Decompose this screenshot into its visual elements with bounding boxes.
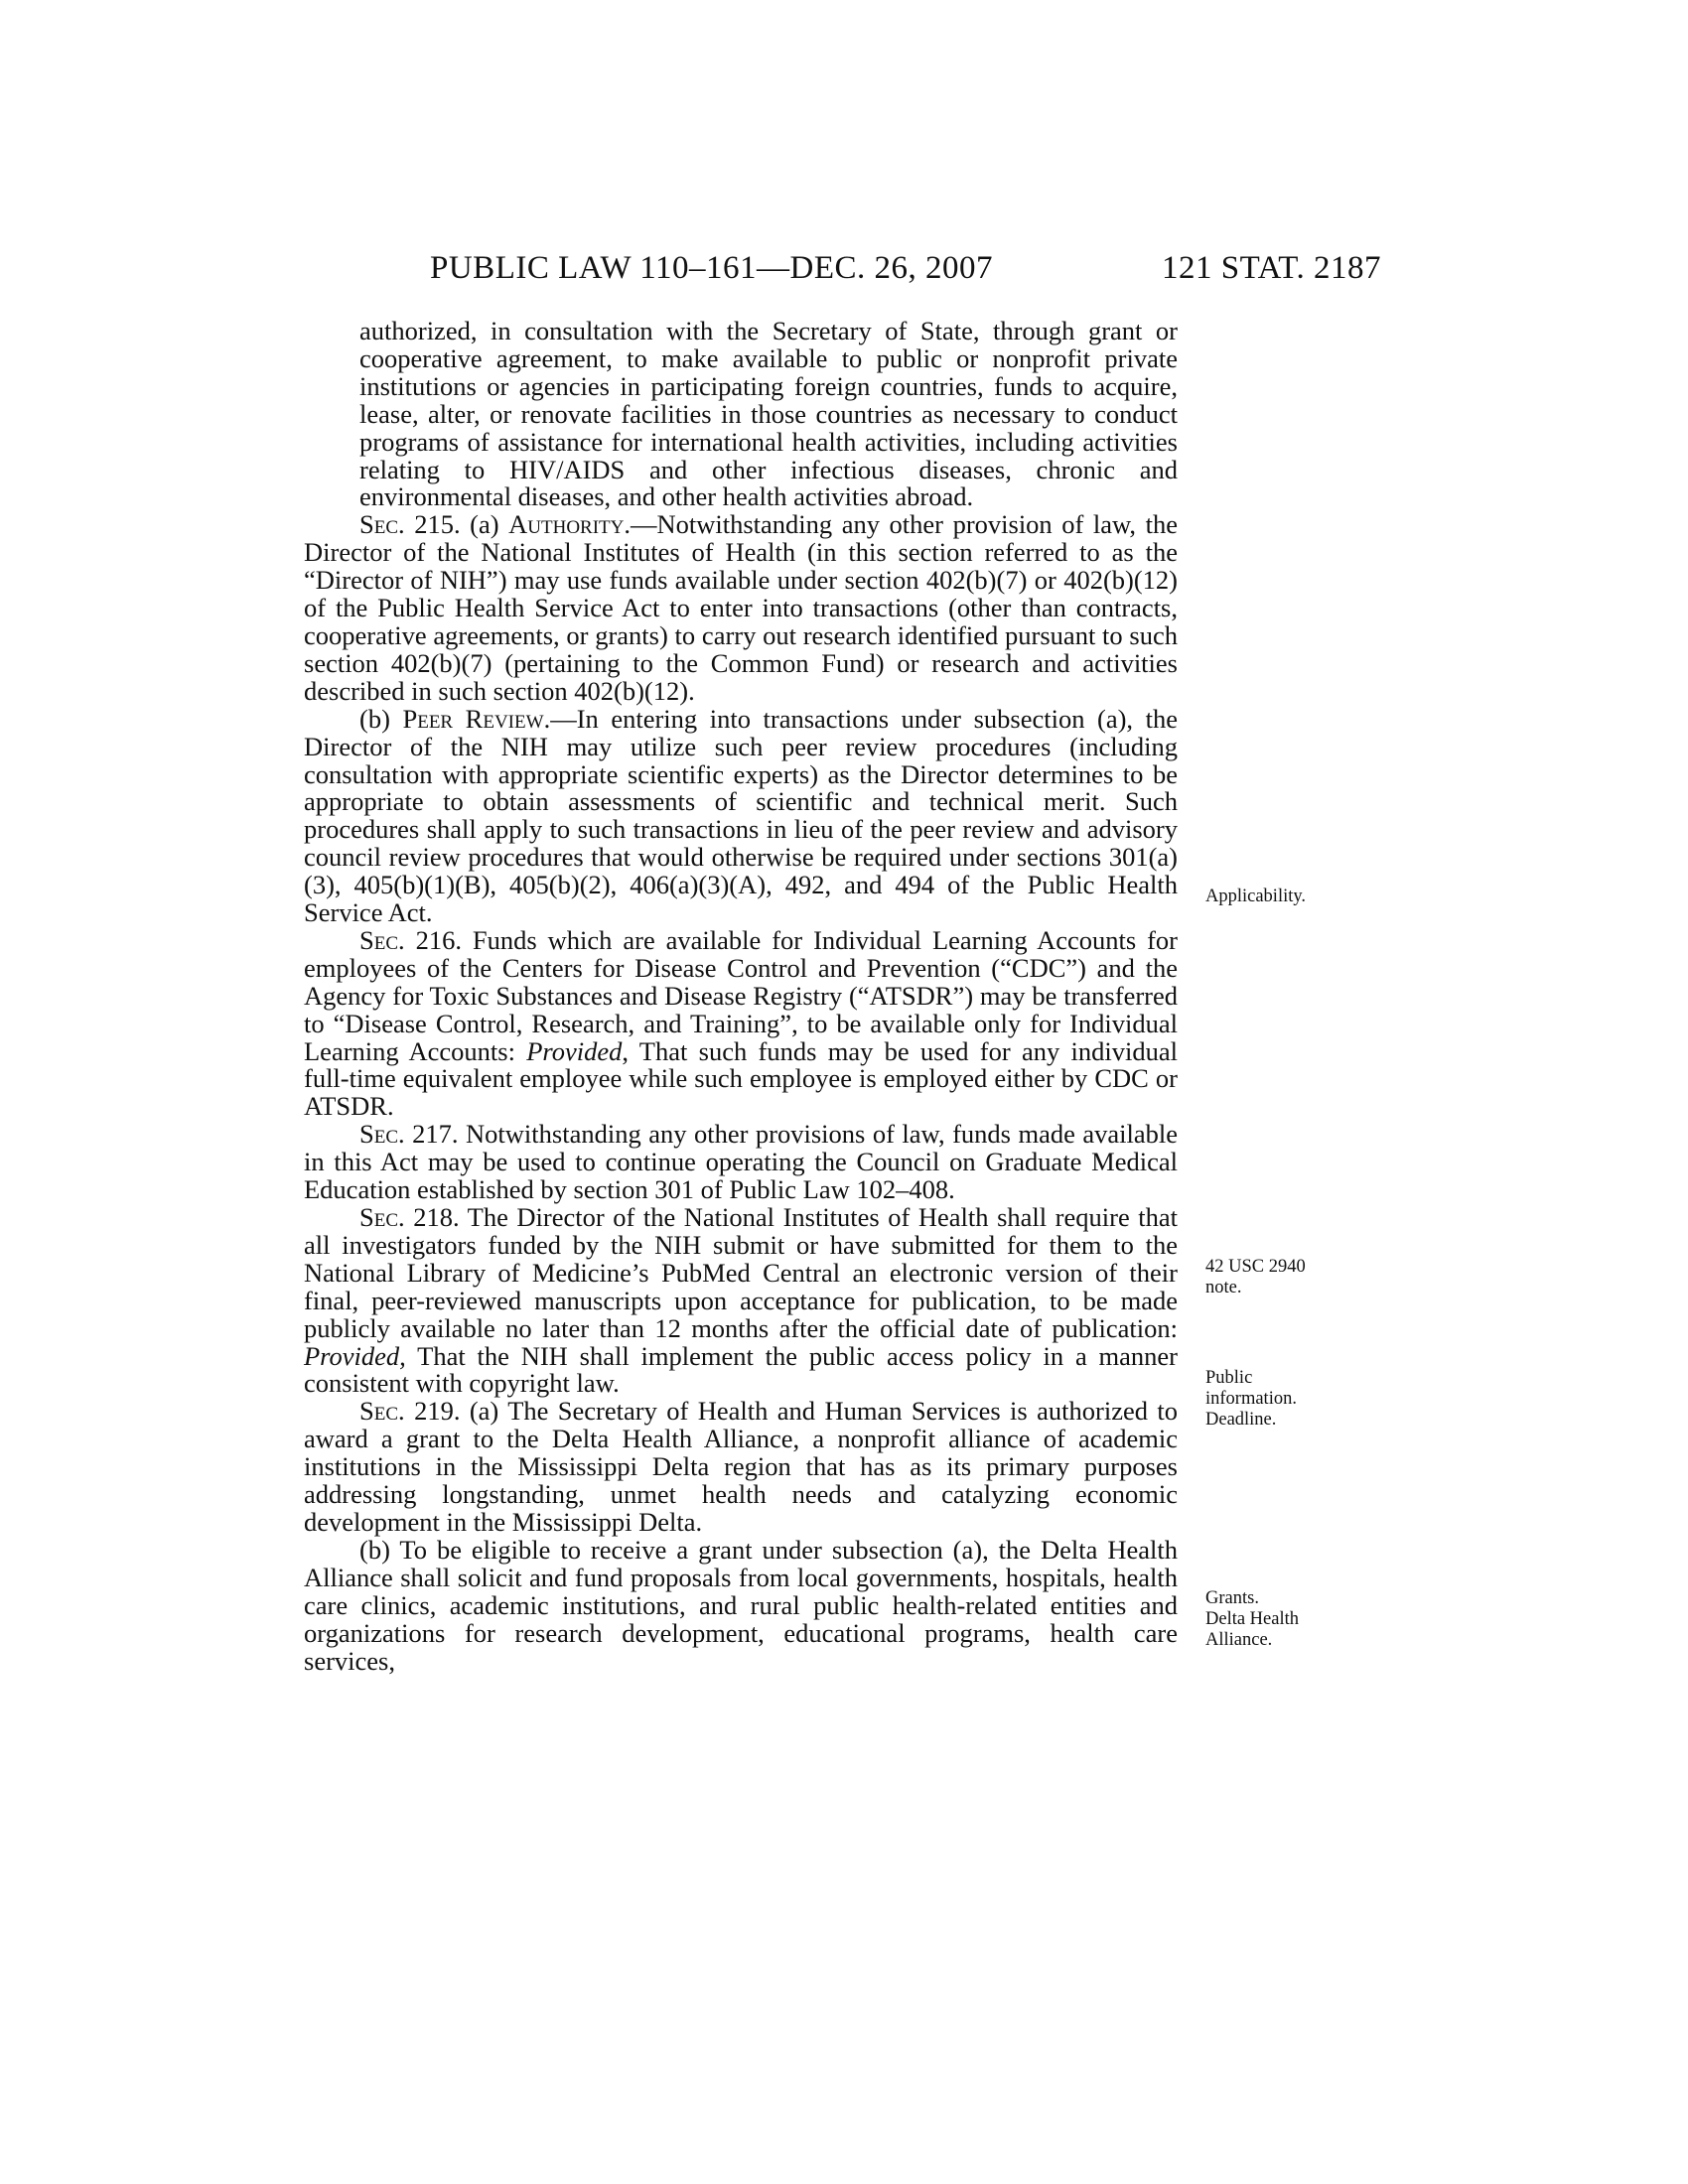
paragraph-sec-218: Sec. 218. The Director of the National Institutes of Health shall require that all investigators funded by the NIH submit or have submitted for them to the National Library of Medicine’s PubMed Central an electronic version of their final, peer-reviewed manuscripts upon acceptance for publication, to be made publicly available no later than 12 months after the official date of publication: Provided, That the NIH shall implement the public access policy in a manner consistent with copyright law.	[304, 1202, 1178, 1399]
heading-authority: Authority	[508, 509, 625, 540]
margin-note-public-information: Public information. Deadline.	[1205, 1368, 1297, 1430]
paragraph-sec-217: Sec. 217. Notwithstanding any other provisions of law, funds made available in this Act may be used to continue operating the Council on Graduate Medical Education established by section 301 of Public Law 102–408.	[304, 1119, 1178, 1205]
body-text	[304, 318, 1178, 1675]
paragraph-continuation: authorized, in consultation with the Secretary of State, through grant or cooperative agreement, to make available to public or nonprofit private institutions or agencies in participating foreign countries, funds to acquire, lease, alter, or renovate facilities in those countries as necessary to conduct programs of assistance for international health activities, including activities relating to HIV/AIDS and other infectious diseases, chronic and environmental diseases, and other health activities abroad.	[359, 316, 1178, 512]
page-number: 121 STAT. 2187	[1162, 250, 1382, 286]
heading-peer-review: Peer Review	[402, 703, 544, 734]
paragraph-sec-216: Sec. 216. Funds which are available for Individual Learning Accounts for employees of the Centers for Disease Control and Prevention (“CDC”) and the Agency for Toxic Substances and Disease Registry (“ATSDR”) may be transferred to “Disease Control, Research, and Training”, to be available only for Individual Learning Accounts: Provided, That such funds may be used for any individual full-time equivalent employee while such employee is employed either by CDC or ATSDR.	[304, 924, 1178, 1122]
paragraph-sec-215: Sec. 215. (a) Authority.—Notwithstanding any other provision of law, the Director of the National Institutes of Health (in this section referred to as the “Director of NIH”) may use funds available under section 402(b)(7) or 402(b)(12) of the Public Health Service Act to enter into transactions (other than contracts, cooperative agreements, or grants) to carry out research identified pursuant to such section 402(b)(7) (pertaining to the Common Fund) or research and activities described in such section 402(b)(12).	[304, 509, 1178, 706]
paragraph-sec-219-b: (b) To be eligible to receive a grant under subsection (a), the Delta Health Alliance shall solicit and fund proposals from local governments, hospitals, health care clinics, academic institutions, and rural public health-related entities and organizations for research development, educational programs, health care services,	[304, 1534, 1178, 1676]
margin-note-usc-citation: 42 USC 2940 note.	[1205, 1257, 1306, 1297]
running-header-title: PUBLIC LAW 110–161—DEC. 26, 2007	[430, 250, 994, 286]
margin-note-applicability: Applicability.	[1205, 887, 1307, 906]
paragraph-sec-215-b: (b) Peer Review.—In entering into transactions under subsection (a), the Director of the NIH may utilize such peer review procedures (including consultation with appropriate scientific experts) as the Director determines to be appropriate to obtain assessments of scientific and technical merit. Such procedures shall apply to such transactions in lieu of the peer review and advisory council review procedures that would otherwise be required under sections 301(a)(3), 405(b)(1)(B), 405(b)(2), 406(a)(3)(A), 492, and 494 of the Public Health Service Act.	[304, 703, 1179, 928]
paragraph-sec-219: Sec. 219. (a) The Secretary of Health and Human Services is authorized to award a grant to the Delta Health Alliance, a nonprofit alliance of academic institutions in the Mississippi Delta region that has as its primary purposes addressing longstanding, unmet health needs and catalyzing economic development in the Mississippi Delta.	[304, 1396, 1178, 1537]
margin-note-grants: Grants. Delta Health Alliance.	[1205, 1588, 1299, 1650]
